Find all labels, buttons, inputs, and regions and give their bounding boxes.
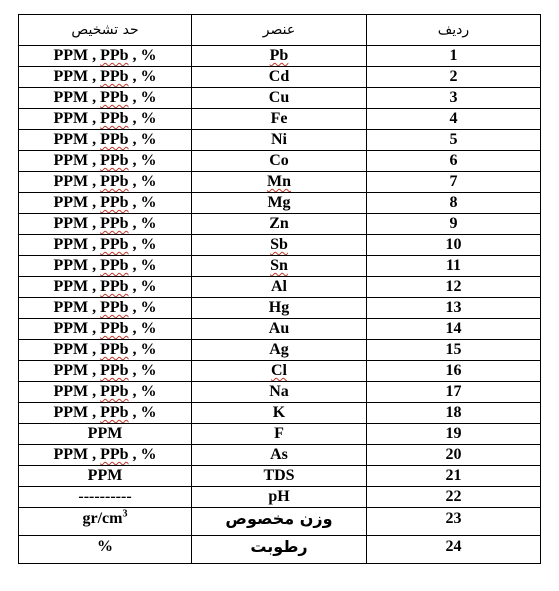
element-cell: Ni <box>192 130 367 151</box>
table-row <box>19 487 541 508</box>
detection-limit-cell: ---------- <box>19 487 192 508</box>
detection-limit-cell: PPM , PPb , % <box>19 361 192 382</box>
element-cell: pH <box>192 487 367 508</box>
table-row <box>19 46 541 67</box>
row-number-cell: 21 <box>367 466 541 487</box>
detection-limit-cell: PPM , PPb , % <box>19 109 192 130</box>
detection-limit-cell: PPM , PPb , % <box>19 151 192 172</box>
element-cell: Ag <box>192 340 367 361</box>
element-cell: رطوبت <box>192 536 367 564</box>
element-cell: Cl <box>192 361 367 382</box>
detection-limit-cell: PPM , PPb , % <box>19 46 192 67</box>
row-number-cell: 11 <box>367 256 541 277</box>
element-cell: Cd <box>192 67 367 88</box>
table-row <box>19 130 541 151</box>
row-number-cell: 3 <box>367 88 541 109</box>
detection-limit-cell: PPM , PPb , % <box>19 403 192 424</box>
row-number-cell: 14 <box>367 319 541 340</box>
row-number-cell: 1 <box>367 46 541 67</box>
table-row <box>19 151 541 172</box>
detection-limit-cell: PPM , PPb , % <box>19 235 192 256</box>
detection-limit-cell: PPM , PPb , % <box>19 382 192 403</box>
table-row <box>19 340 541 361</box>
table-row <box>19 508 541 536</box>
table-row <box>19 109 541 130</box>
detection-limit-cell: PPM , PPb , % <box>19 277 192 298</box>
row-number-cell: 15 <box>367 340 541 361</box>
table-row <box>19 536 541 564</box>
element-cell: Mn <box>192 172 367 193</box>
element-cell: Hg <box>192 298 367 319</box>
detection-limit-cell: PPM , PPb , % <box>19 130 192 151</box>
row-number-cell: 20 <box>367 445 541 466</box>
header-detection-limit: حد تشخیص <box>19 15 192 46</box>
detection-limit-cell: PPM , PPb , % <box>19 340 192 361</box>
detection-limit-cell: PPM <box>19 466 192 487</box>
element-cell: Cu <box>192 88 367 109</box>
row-number-cell: 10 <box>367 235 541 256</box>
table-row <box>19 319 541 340</box>
header-row <box>19 15 541 46</box>
element-cell: F <box>192 424 367 445</box>
element-cell: Mg <box>192 193 367 214</box>
row-number-cell: 9 <box>367 214 541 235</box>
element-cell: TDS <box>192 466 367 487</box>
detection-limit-cell: PPM , PPb , % <box>19 298 192 319</box>
table-row <box>19 235 541 256</box>
table-row <box>19 277 541 298</box>
row-number-cell: 12 <box>367 277 541 298</box>
row-number-cell: 17 <box>367 382 541 403</box>
row-number-cell: 22 <box>367 487 541 508</box>
header-row-number: ردیف <box>367 15 541 46</box>
detection-limit-cell: PPM , PPb , % <box>19 256 192 277</box>
element-cell: As <box>192 445 367 466</box>
detection-limit-cell: PPM , PPb , % <box>19 445 192 466</box>
row-number-cell: 2 <box>367 67 541 88</box>
row-number-cell: 19 <box>367 424 541 445</box>
element-cell: Au <box>192 319 367 340</box>
table-row <box>19 88 541 109</box>
table-row <box>19 256 541 277</box>
table-row <box>19 424 541 445</box>
table-row <box>19 193 541 214</box>
row-number-cell: 23 <box>367 508 541 536</box>
detection-limit-cell: PPM , PPb , % <box>19 319 192 340</box>
detection-limit-cell: $gr/cm^3$ <box>19 508 192 536</box>
table-row <box>19 214 541 235</box>
table-body <box>19 46 541 564</box>
detection-limit-cell: PPM , PPb , % <box>19 214 192 235</box>
row-number-cell: 4 <box>367 109 541 130</box>
row-number-cell: 7 <box>367 172 541 193</box>
table-row <box>19 382 541 403</box>
row-number-cell: 18 <box>367 403 541 424</box>
row-number-cell: 8 <box>367 193 541 214</box>
row-number-cell: 13 <box>367 298 541 319</box>
table-row <box>19 403 541 424</box>
detection-limit-cell: PPM , PPb , % <box>19 67 192 88</box>
table-row <box>19 67 541 88</box>
element-cell: Co <box>192 151 367 172</box>
row-number-cell: 6 <box>367 151 541 172</box>
element-cell: K <box>192 403 367 424</box>
table-row <box>19 172 541 193</box>
detection-limit-cell: % <box>19 536 192 564</box>
element-cell: Pb <box>192 46 367 67</box>
row-number-cell: 5 <box>367 130 541 151</box>
table-row <box>19 361 541 382</box>
table-row <box>19 298 541 319</box>
element-cell: Sb <box>192 235 367 256</box>
table-row <box>19 466 541 487</box>
element-cell: وزن مخصوص <box>192 508 367 536</box>
row-number-cell: 16 <box>367 361 541 382</box>
table-row <box>19 445 541 466</box>
detection-limit-cell: PPM <box>19 424 192 445</box>
element-cell: Zn <box>192 214 367 235</box>
row-number-cell: 24 <box>367 536 541 564</box>
element-cell: Na <box>192 382 367 403</box>
element-cell: Fe <box>192 109 367 130</box>
detection-limit-cell: PPM , PPb , % <box>19 88 192 109</box>
detection-limit-table <box>18 14 541 564</box>
detection-limit-cell: PPM , PPb , % <box>19 193 192 214</box>
element-cell: Sn <box>192 256 367 277</box>
header-element: عنصر <box>192 15 367 46</box>
element-cell: Al <box>192 277 367 298</box>
detection-limit-cell: PPM , PPb , % <box>19 172 192 193</box>
